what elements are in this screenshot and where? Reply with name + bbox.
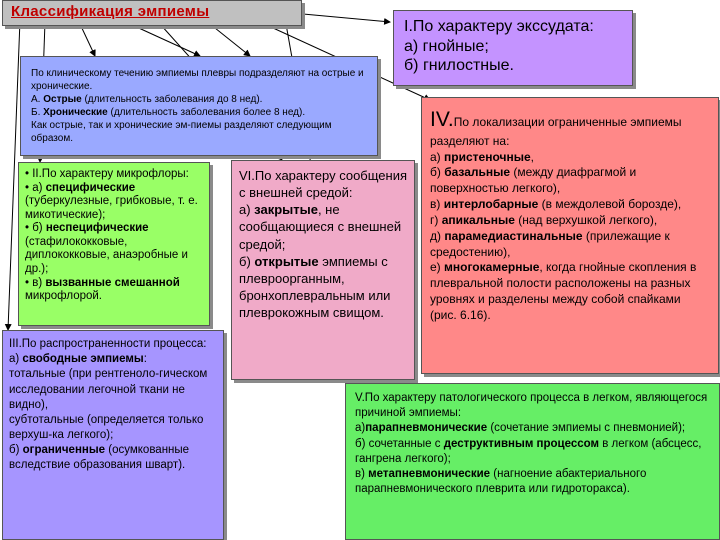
diagram-title xyxy=(2,0,302,26)
localization-item-e: д) парамедиастинальные (прилежащие к средостению), xyxy=(430,228,670,259)
communication-item-b: б) открытые эмпиемы с плевроорганным, бронхоплевральным или плеврокожным свищом. xyxy=(239,253,391,321)
pathology-item-c: в) метапневмонические (нагноение абактериального парапневмонического плеврита или гидроторакса). xyxy=(355,467,647,496)
localization-item-a: а) пристеночные, xyxy=(430,149,534,164)
arrow-to-intro-a xyxy=(80,24,95,56)
pathology-heading: V.По характеру патологического процесса в легком, являющегося причиной эмпиемы: xyxy=(355,392,708,420)
arrow-to-intro-c xyxy=(210,24,250,56)
localization-box xyxy=(421,97,719,374)
arrow-to-exudate xyxy=(303,14,390,22)
exudate-item-a: а) гнойные; xyxy=(404,37,489,55)
microflora-heading: • II.По характеру микрофлоры: xyxy=(25,168,189,180)
prevalence-heading: III.По распространенности процесса: xyxy=(9,338,207,350)
clinical-course-box xyxy=(20,56,378,156)
exudate-item-b: б) гнилостные. xyxy=(404,57,514,75)
microflora-item-a: • а) специфические (туберкулезные, грибковые, т. е. микотические); xyxy=(25,181,198,221)
localization-heading: IV.По локализации ограниченные эмпиемы разделяют на: xyxy=(430,108,682,148)
intro-line-1: По клиническому течению эмпиемы плевры подразделяют на острые и хронические. xyxy=(31,68,364,92)
localization-item-b: б) базальные (между диафрагмой и поверхностью легкого), xyxy=(430,165,637,196)
arrow-to-intro-b xyxy=(130,24,200,56)
exudate-box xyxy=(393,10,633,86)
prevalence-item-b: б) ограниченные (осумкованные вследствие образования шварт). xyxy=(9,444,190,472)
localization-item-c: в) интерлобарные (в междолевой борозде), xyxy=(430,197,682,212)
microflora-item-c: • в) вызванные смешанной микрофлорой. xyxy=(25,276,180,303)
diagram-title-text: Классификация эмпиемы xyxy=(11,3,210,20)
prevalence-subtotal: субтотальные (определяется только верхуш-ка легкого); xyxy=(9,413,204,442)
pathology-item-a: а)парапневмонические (сочетание эмпиемы с пневмонией); xyxy=(355,422,686,435)
microflora-box xyxy=(18,162,210,326)
intro-line-4: Как острые, так и хронические эм-пиемы разделяют следующим образом. xyxy=(31,120,332,144)
localization-item-d: г) апикальные (над верхушкой легкого), xyxy=(430,212,658,227)
intro-line-2: А. Острые (длительность заболевания до 8 нед). xyxy=(31,94,263,105)
communication-item-a: а) закрытые, не сообщающиеся с внешней средой; xyxy=(239,202,402,252)
localization-item-f: е) многокамерные, когда гнойные скопления в плевральной полости расположены на разных уровнях и разделены между собой спайками (рис. 6.16). xyxy=(430,260,697,322)
pathology-box xyxy=(345,383,720,540)
exudate-heading: I.По характеру экссудата: xyxy=(404,18,594,35)
prevalence-box xyxy=(2,330,224,540)
microflora-item-b: • б) неспецифические (стафилококковые, диплококковые, анаэробные и др.); xyxy=(25,222,188,275)
communication-box xyxy=(231,160,415,380)
pathology-item-b: б) сочетанные с деструктивным процессом в легком (абсцесс, гангрена легкого); xyxy=(355,437,702,465)
intro-line-3: Б. Хронические (длительность заболевания более 8 нед). xyxy=(31,107,306,118)
prevalence-item-a: а) свободные эмпиемы: xyxy=(9,353,147,366)
prevalence-total: тотальные (при рентгеноло-гическом исследовании легочной ткани не видно), xyxy=(9,368,208,411)
communication-heading: VI.По характеру сообщения с внешней средой: xyxy=(239,168,408,201)
